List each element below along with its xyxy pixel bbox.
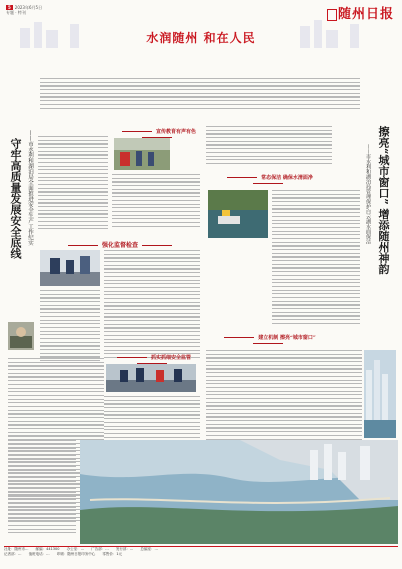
intro-paragraph (40, 78, 360, 116)
section-inspection-title: 强化监督检查 (38, 240, 202, 249)
footer-item: 邮编：441300 (35, 547, 60, 551)
section-cleaning-title: 常态保洁 确保水清面净 (206, 174, 330, 187)
propaganda-photo (114, 138, 170, 170)
right-headline: 擦亮“城市窗口” 增添随州神韵 (377, 126, 390, 275)
footer-item: 记者部：… (4, 552, 22, 556)
footer-item: 发行部：… (115, 547, 134, 551)
right-col-text-3 (206, 350, 362, 450)
footer-item: 零售价：1元 (102, 552, 123, 556)
meeting-photo-left (8, 322, 34, 350)
right-subheadline: ——市水利和湖泊局管理保护白云湖水面保洁 (365, 144, 371, 244)
footer-item: 总编室：… (140, 547, 158, 551)
bottom-left-text (8, 440, 76, 540)
footer-item: 社址：随州市… (4, 547, 29, 551)
footer-item: 值班电话：… (28, 552, 50, 556)
right-col-text-2 (272, 190, 360, 340)
footer-item: 广告部：… (91, 547, 109, 551)
footer-item: 印刷：随州日报印务中心 (56, 552, 96, 556)
left-col-text-1 (38, 136, 108, 236)
masthead-title: 随州日报 (337, 7, 394, 22)
left-col-text-2 (112, 174, 200, 234)
left-headline: 守牢高质量发展安全底线 (9, 138, 22, 259)
banner-title: 水润随州 和在人民 (146, 31, 256, 45)
cleaning-photo (208, 190, 268, 238)
skyline-photo (364, 350, 396, 438)
issue-date: 2023年6月5日 (14, 5, 43, 10)
right-col-text-1 (206, 126, 332, 172)
page-badge: 5 (8, 5, 11, 10)
header-meta (6, 5, 42, 15)
aerial-lake-photo (80, 440, 398, 544)
edition-line: 专题 · 特刊 (6, 10, 26, 15)
supervision-photo (106, 364, 196, 392)
left-subheadline: ——市水利和湖泊局全面推进安全生产工作纪实 (27, 130, 33, 246)
section-mechanism-title: 建立机制 擦亮“城市窗口” (206, 334, 330, 347)
section-supervision-title: 抓实抓细安全监管 (104, 354, 200, 367)
section-propaganda-title: 宣传教育有声有色 (112, 128, 202, 141)
footer (4, 546, 398, 565)
left-col-text-3 (104, 250, 200, 370)
footer-item: 办公室：… (66, 547, 85, 551)
inspection-photo (40, 250, 100, 286)
